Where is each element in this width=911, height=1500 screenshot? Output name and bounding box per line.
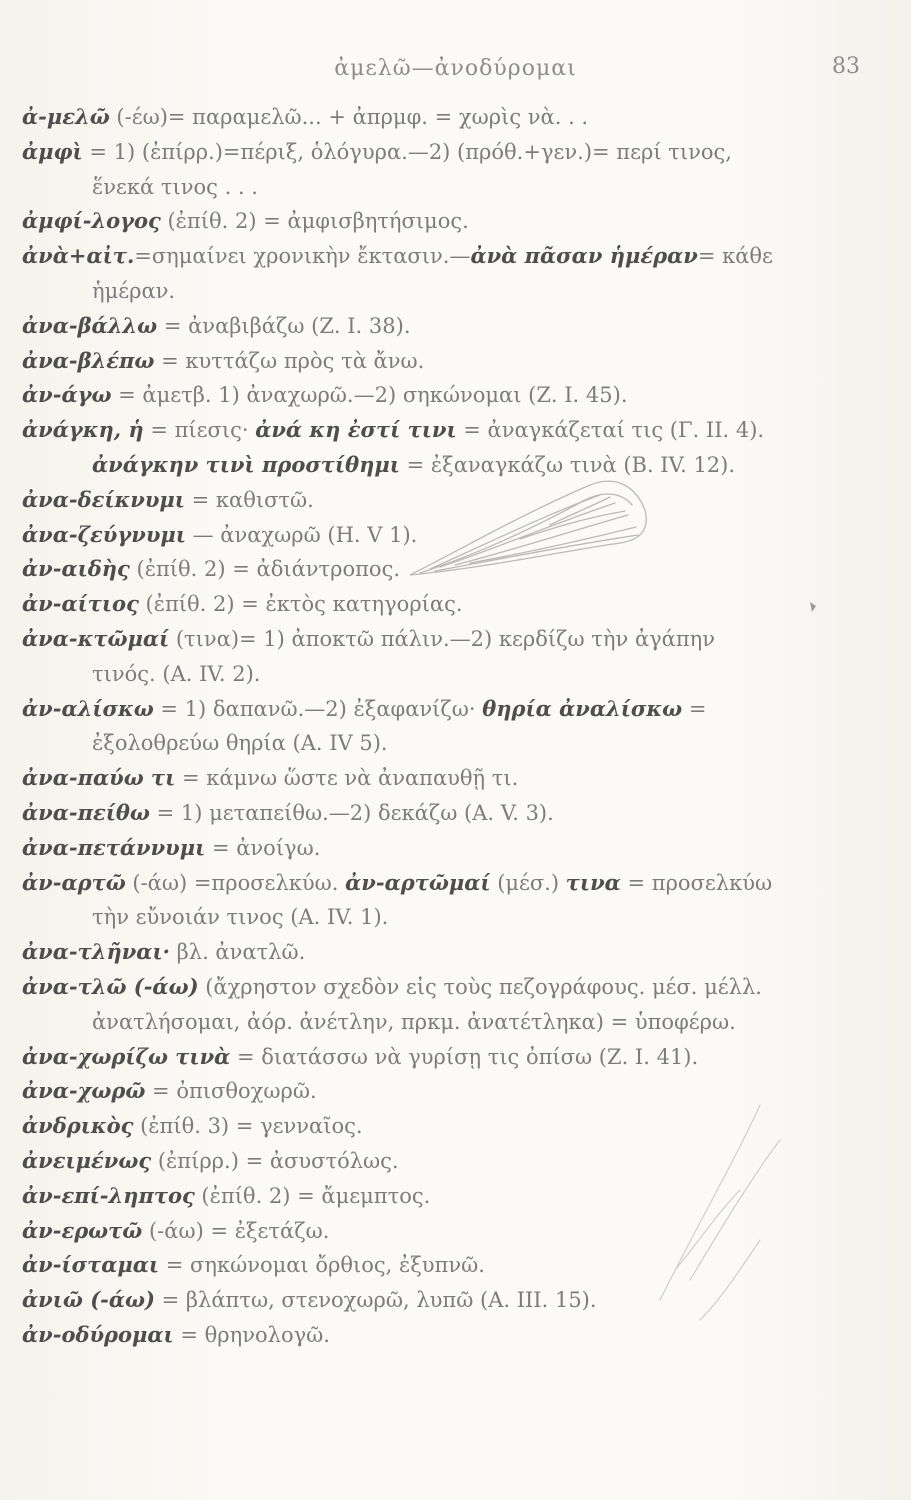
entry-anatlinai xyxy=(22,935,782,970)
definition: = κυττάζω πρὸς τὰ ἄνω. xyxy=(154,348,425,373)
headword: ἀμφὶ xyxy=(22,138,83,164)
definition: = ἐξολοθρεύω θηρία (Α. ΙV 5). xyxy=(92,696,707,756)
entry-anavallo xyxy=(22,309,782,344)
definition: (-άω) = ἐξετάζω. xyxy=(142,1218,330,1243)
entry-anapetannymi xyxy=(22,831,782,866)
definition: = καθιστῶ. xyxy=(184,487,314,512)
definition: = 1) δαπανῶ.—2) ἐξαφανίζω· xyxy=(153,696,483,721)
headword: ἀν-αρτῶ xyxy=(22,869,126,895)
phrase: ἀνὰ πᾶσαν ἡμέραν xyxy=(470,243,698,269)
entry-analisko xyxy=(22,692,782,762)
headword: ἀνα-κτῶμαί xyxy=(22,625,170,651)
phrase: ἀνά κη ἐστί τινι xyxy=(255,417,457,443)
entry-amfi xyxy=(22,135,782,205)
entry-amelo xyxy=(22,100,782,135)
definition: (μέσ.) xyxy=(490,870,566,895)
definition: = ἀνοίγω. xyxy=(205,835,321,860)
pencil-margin-scribble xyxy=(640,1100,790,1340)
headword: ἀμφί-λογος xyxy=(22,208,161,234)
definition: (ἄχρηστον σχεδὸν εἰς τοὺς πεζογράφους. μέσ. μέλλ. ἀνατλήσομαι, ἀόρ. ἀνέτλην, πρκμ. ἀνατέτληκα) = ὑποφέρω. xyxy=(92,974,762,1034)
definition: = θρηνολογῶ. xyxy=(173,1322,330,1347)
headword: ἀν-αίτιος xyxy=(22,591,139,617)
entry-anaktomai xyxy=(22,622,782,692)
headword: ἀν-άγω xyxy=(22,382,112,408)
definition: = κάμνω ὥστε νὰ ἀναπαυθῇ τι. xyxy=(175,766,519,791)
headword: ἀνα-βλέπω xyxy=(22,347,155,373)
page-number: 83 xyxy=(832,54,860,79)
definition: (-έω)= παραμελῶ... + ἀπρμφ. = χωρὶς νὰ. . . xyxy=(109,105,589,129)
headword: ἀνὰ+αἰτ. xyxy=(22,243,135,269)
margin-ink-mark xyxy=(808,600,818,614)
running-head: ἀμελῶ—ἀνοδύρομαι xyxy=(334,56,577,81)
phrase: τινα xyxy=(565,869,621,895)
pencil-sketch-mark xyxy=(400,455,660,595)
definition: = βλάπτω, στενοχωρῶ, λυπῶ (Α. ΙΙΙ. 15). xyxy=(154,1288,597,1313)
phrase: ἀνάγκην τινὶ προστίθημι xyxy=(92,451,400,477)
definition: = 1) (ἐπίρρ.)=πέριξ, ὁλόγυρα.—2) (πρόθ.+γεν.)= περί τινος, ἕνεκά τινος . . . xyxy=(82,139,732,199)
headword: ἀ-μελῶ xyxy=(22,104,110,129)
definition: (-άω) =προσελκύω. xyxy=(125,870,346,895)
headword: ἀνα-ζεύγνυμι xyxy=(22,521,186,547)
definition: (ἐπίρρ.) = ἀσυστόλως. xyxy=(151,1148,399,1173)
headword: ἀν-επί-ληπτος xyxy=(22,1182,195,1208)
definition: = σηκώνομαι ὄρθιος, ἐξυπνῶ. xyxy=(159,1253,485,1278)
headword: ἀν-αλίσκω xyxy=(22,695,154,721)
headword: ἀνα-χωρῶ xyxy=(22,1078,146,1104)
headword: ἀνα-τλῆναι· xyxy=(22,939,170,965)
definition: βλ. ἀνατλῶ. xyxy=(169,940,306,965)
definition: (ἐπίθ. 2) = ἄμεμπτος. xyxy=(194,1183,431,1208)
definition: = ἀμετβ. 1) ἀναχωρῶ.—2) σηκώνομαι (Ζ. Ι. 45). xyxy=(111,383,628,408)
definition: = 1) μεταπείθω.—2) δεκάζω (Α. V. 3). xyxy=(149,800,554,825)
definition: = διατάσσω νὰ γυρίσῃ τις ὀπίσω (Ζ. Ι. 41). xyxy=(230,1044,699,1069)
headword: ἀνειμένως xyxy=(22,1147,152,1173)
entry-ana-ait xyxy=(22,239,782,309)
phrase: θηρία ἀναλίσκω xyxy=(482,695,683,721)
entry-anatlo xyxy=(22,970,782,1040)
headword: ἀνάγκη, ἡ xyxy=(22,417,144,443)
definition: — ἀναχωρῶ (Η. V 1). xyxy=(185,522,418,547)
entry-anago xyxy=(22,378,782,413)
definition: = ὀπισθοχωρῶ. xyxy=(145,1079,317,1104)
entry-anapeitho xyxy=(22,796,782,831)
definition: = ἀναβιβάζω (Ζ. Ι. 38). xyxy=(157,313,411,338)
definition: =σημαίνει χρονικὴν ἔκτασιν.— xyxy=(134,244,471,269)
headword: ἀνα-τλῶ (-άω) xyxy=(22,973,199,999)
entry-anarto xyxy=(22,866,782,936)
headword: ἀνα-βάλλω xyxy=(22,312,158,338)
headword: ἀν-ίσταμαι xyxy=(22,1252,160,1278)
definition: (ἐπίθ. 2) = ἀδιάντροπος. xyxy=(129,557,401,582)
headword: ἀν-οδύρομαι xyxy=(22,1321,174,1347)
definition: (ἐπίθ. 3) = γενναῖος. xyxy=(133,1114,363,1139)
headword: ἀνα-πετάννυμι xyxy=(22,834,206,860)
headword: ἀνιῶ (-άω) xyxy=(22,1287,155,1313)
entry-anachorizo xyxy=(22,1040,782,1075)
headword: ἀνα-χωρίζω τινὰ xyxy=(22,1043,231,1069)
definition: = κάθε ἡμέραν. xyxy=(92,244,773,303)
definition: (τινα)= 1) ἀποκτῶ πάλιν.—2) κερδίζω τὴν ἀγάπην τινός. (Α. ΙV. 2). xyxy=(92,626,716,686)
entry-amfilogos xyxy=(22,204,782,239)
headword: ἀν-ερωτῶ xyxy=(22,1217,143,1243)
definition: = προσελκύω τὴν εὔνοιάν τινος (Α. ΙV. 1). xyxy=(92,870,773,930)
definition: = ἐξαναγκάζω τινὰ (Β. ΙV. 12). xyxy=(399,452,736,477)
entry-anavlepo xyxy=(22,344,782,379)
headword: ἀνα-παύω τι xyxy=(22,765,176,791)
entry-anapavo xyxy=(22,761,782,796)
headword: ἀνα-δείκνυμι xyxy=(22,486,185,512)
phrase: ἀν-αρτῶμαί xyxy=(345,869,491,895)
definition: (ἐπίθ. 2) = ἀμφισβητήσιμος. xyxy=(160,209,469,234)
headword: ἀν-αιδὴς xyxy=(22,556,130,582)
definition: (ἐπίθ. 2) = ἐκτὸς κατηγορίας. xyxy=(138,592,463,617)
headword: ἀνα-πείθω xyxy=(22,799,150,825)
headword: ἀνδρικὸς xyxy=(22,1113,134,1139)
definition: = ἀναγκάζεταί τις (Γ. ΙΙ. 4). xyxy=(456,418,765,443)
definition: = πίεσις· xyxy=(143,418,256,443)
